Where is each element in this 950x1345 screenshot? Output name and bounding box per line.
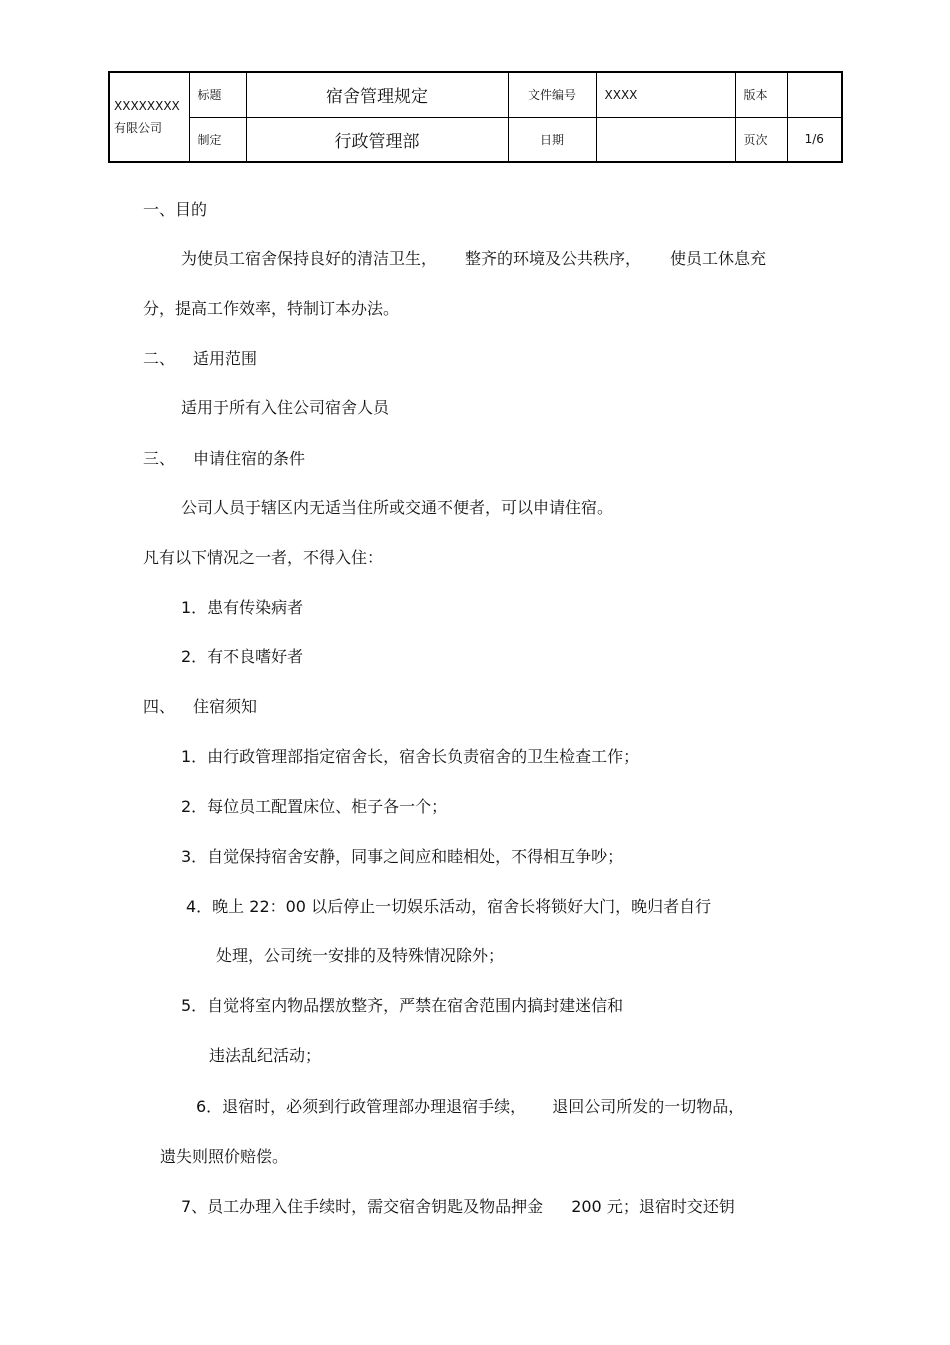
section-3-heading: [143, 449, 305, 469]
list-item: 3．自觉保持宿舍安静，同事之间应和睦相处，不得相互争吵；: [181, 847, 624, 866]
list-item: [196, 1097, 744, 1117]
doc-number-label: 文件编号: [508, 72, 596, 117]
version-label: 版本: [735, 72, 787, 117]
text-run: 退回公司所发的一切物品，: [552, 1097, 745, 1116]
document-header-table: [108, 71, 843, 163]
version-value: [787, 72, 842, 117]
list-item-continuation: 违法乱纪活动；: [209, 1046, 322, 1065]
page-label: 页次: [735, 117, 787, 162]
list-item: 1．由行政管理部指定宿舍长，宿舍长负责宿舍的卫生检查工作；: [181, 747, 640, 766]
section-2-paragraph: 适用于所有入住公司宿舍人员: [181, 398, 390, 417]
list-item: 4．晚上 22：00 以后停止一切娱乐活动，宿舍长将锁好大门，晚归者自行: [186, 897, 712, 916]
section-number: 三、: [143, 449, 176, 468]
section-1-paragraph-line-1: [181, 249, 766, 269]
author-label: 制定: [189, 117, 246, 162]
section-2-heading: [143, 349, 257, 369]
section-number: 二、: [143, 349, 176, 368]
section-1-paragraph-line-2: 分，提高工作效率，特制订本办法。: [143, 299, 400, 318]
list-item: 2．每位员工配置床位、柜子各一个；: [181, 797, 448, 816]
section-number: 四、: [143, 697, 176, 716]
title-label: 标题: [189, 72, 246, 117]
section-4-heading: [143, 697, 257, 717]
doc-number-value: XXXX: [596, 72, 735, 117]
section-1-heading: 一、目的: [143, 200, 208, 219]
list-item: 1．患有传染病者: [181, 598, 304, 617]
section-3-paragraph: 公司人员于辖区内无适当住所或交通不便者，可以申请住宿。: [181, 498, 614, 517]
section-title: 申请住宿的条件: [193, 449, 306, 468]
author-value: 行政管理部: [246, 117, 508, 162]
list-item-continuation: 处理，公司统一安排的及特殊情况除外；: [216, 946, 505, 965]
list-item: [181, 1197, 735, 1217]
title-value: 宿舍管理规定: [246, 72, 508, 117]
date-value: [596, 117, 735, 162]
page-value: 1/6: [787, 117, 842, 162]
section-title: 适用范围: [193, 349, 258, 368]
text-run: 6．退宿时，必须到行政管理部办理退宿手续，: [196, 1097, 527, 1116]
text-run: 7、员工办理入住手续时，需交宿舍钥匙及物品押金: [181, 1197, 544, 1216]
list-item: 2．有不良嗜好者: [181, 647, 304, 666]
section-3-conditions-intro: 凡有以下情况之一者，不得入住：: [143, 548, 384, 567]
text-run: 整齐的环境及公共秩序，: [465, 249, 642, 268]
text-run: 使员工休息充: [670, 249, 767, 268]
text-run: 200 元；退宿时交还钥: [571, 1197, 735, 1216]
list-item-continuation: 遗失则照价赔偿。: [160, 1147, 289, 1166]
list-item: 5．自觉将室内物品摆放整齐，严禁在宿舍范围内搞封建迷信和: [181, 996, 624, 1015]
section-title: 住宿须知: [193, 697, 258, 716]
date-label: 日期: [508, 117, 596, 162]
text-run: 为使员工宿舍保持良好的清洁卫生，: [181, 249, 438, 268]
company-name: XXXXXXXX 有限公司: [109, 72, 189, 162]
